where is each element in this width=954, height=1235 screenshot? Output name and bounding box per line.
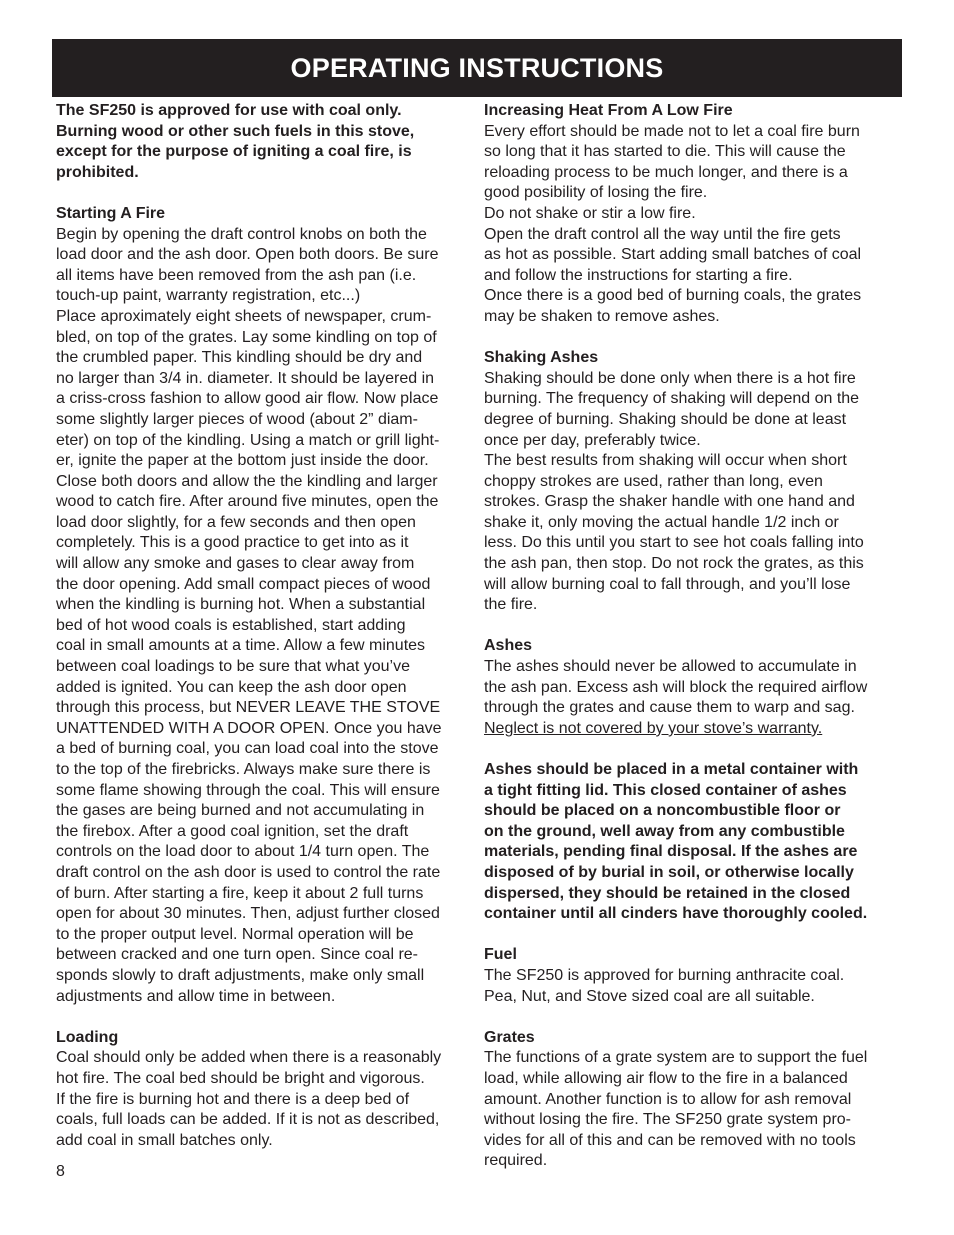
text-line: through this process, but NEVER LEAVE THE STOVE [56, 699, 441, 717]
page-header-bar [52, 39, 902, 97]
text-line: the fire. [484, 596, 538, 614]
text-line: the door opening. Add small compact pieces of wood [56, 575, 431, 593]
text-line: a bed of burning coal, you can load coal into the stove [56, 740, 439, 758]
ash-disposal-warning [484, 760, 904, 925]
fuel-body [484, 966, 904, 1007]
section-heading-grates: Grates [484, 1028, 535, 1046]
text-line: The best results from shaking will occur when short [484, 452, 847, 470]
text-line: If the fire is burning hot and there is a deep bed of [56, 1090, 410, 1108]
text-line: on the ground, well away from any combustible [484, 822, 845, 840]
section-heading-shaking-ashes: Shaking Ashes [484, 349, 599, 367]
text-line: load door slightly, for a few seconds and then open [56, 513, 416, 531]
text-line: Place aproximately eight sheets of newspaper, crum- [56, 307, 432, 325]
text-line: added is ignited. You can keep the ash door open [56, 678, 407, 696]
text-line: Close both doors and allow the the kindling and larger [56, 472, 438, 490]
section-heading-loading: Loading [56, 1028, 119, 1046]
text-line: add coal in small batches only. [56, 1131, 273, 1149]
text-line: degree of burning. Shaking should be done at least [484, 410, 847, 428]
text-line: er, ignite the paper at the bottom just inside the door. [56, 452, 429, 470]
text-line: reloading process to be much longer, and there is a [484, 163, 848, 181]
text-line: coal in small amounts at a time. Allow a few minutes [56, 637, 426, 655]
text-line: open for about 30 minutes. Then, adjust further closed [56, 905, 440, 923]
text-line: amount. Another function is to allow for ash removal [484, 1090, 852, 1108]
text-line: Every effort should be made not to let a coal fire burn [484, 122, 860, 140]
text-line: controls on the load door to about 1/4 turn open. The [56, 843, 430, 861]
text-line: when the kindling is burning hot. When a substantial [56, 596, 426, 614]
starting-a-fire-body [56, 225, 472, 1008]
text-line: load, while allowing air flow to the fire in a balanced [484, 1069, 848, 1087]
page-number: 8 [56, 1163, 65, 1180]
text-line: Open the draft control all the way until the fire gets [484, 225, 841, 243]
text-line: all items have been removed from the ash pan (i.e. [56, 266, 417, 284]
text-line: disposed of by burial in soil, or otherwise locally [484, 863, 854, 881]
text-line: The functions of a grate system are to support the fuel [484, 1049, 868, 1067]
text-line: as hot as possible. Start adding small batches of coal [484, 246, 862, 264]
text-line: vides for all of this and can be removed with no tools [484, 1131, 856, 1149]
text-line: the ash pan, then stop. Do not rock the grates, as this [484, 555, 864, 573]
text-line: the firebox. After a good coal ignition, set the draft [56, 822, 409, 840]
text-line: shake it, only moving the actual handle 1/2 inch or [484, 513, 839, 531]
text-line: except for the purpose of igniting a coal fire, is [56, 143, 412, 161]
left-column [56, 101, 472, 1151]
text-line: required. [484, 1152, 548, 1170]
text-line: bed of hot wood coals is established, start adding [56, 616, 406, 634]
text-line: prohibited. [56, 163, 139, 181]
text-line: through the grates and cause them to warp and sag. [484, 699, 855, 717]
text-line: choppy strokes are used, rather than long, even [484, 472, 823, 490]
section-heading-starting-a-fire: Starting A Fire [56, 204, 166, 222]
text-line: The ashes should never be allowed to accumulate in [484, 658, 857, 676]
text-line: the crumbled paper. This kindling should be dry and [56, 349, 423, 367]
text-line: good posibility of losing the fire. [484, 184, 708, 202]
text-line: once per day, preferably twice. [484, 431, 701, 449]
section-heading-fuel: Fuel [484, 946, 517, 964]
text-line: hot fire. The coal bed should be bright and vigorous. [56, 1069, 425, 1087]
text-line: coals, full loads can be added. If it is not as described, [56, 1111, 440, 1129]
text-line: no larger than 3/4 in. diameter. It should be layered in [56, 369, 435, 387]
text-line: of burn. After starting a fire, keep it about 2 full turns [56, 884, 424, 902]
text-line: Once there is a good bed of burning coals, the grates [484, 287, 862, 305]
text-line: wood to catch fire. After around five minutes, open the [56, 493, 439, 511]
text-line: touch-up paint, warranty registration, etc...) [56, 287, 361, 305]
text-line: to the proper output level. Normal operation will be [56, 925, 414, 943]
text-line: should be placed on a noncombustible floor or [484, 802, 841, 820]
right-column [484, 101, 904, 1172]
text-line: Burning wood or other such fuels in this stove, [56, 122, 415, 140]
text-line: Ashes should be placed in a metal container with [484, 761, 859, 778]
text-line: sponds slowly to draft adjustments, make only small [56, 966, 425, 984]
text-line: Begin by opening the draft control knobs on both the [56, 225, 427, 243]
text-line: bled, on top of the grates. Lay some kindling on top of [56, 328, 437, 346]
text-line: will allow burning coal to fall through, and you’ll lose [484, 575, 851, 593]
ashes-body [484, 657, 904, 719]
text-line: a tight fitting lid. This closed container of ashes [484, 781, 847, 799]
text-line: the ash pan. Excess ash will block the required airflow [484, 678, 868, 696]
text-line: load door and the ash door. Open both doors. Be sure [56, 246, 439, 264]
text-line: container until all cinders have thoroughly cooled. [484, 905, 868, 923]
text-line: some flame showing through the coal. This will ensure [56, 781, 440, 799]
text-line: a criss-cross fashion to allow good air flow. Now place [56, 390, 439, 408]
text-line: to the top of the firebricks. Always make sure there is [56, 761, 431, 778]
section-heading-ashes: Ashes [484, 637, 533, 655]
text-line: strokes. Grasp the shaker handle with one hand and [484, 493, 855, 511]
text-line: some slightly larger pieces of wood (about 2” diam- [56, 410, 418, 428]
text-line: eter) on top of the kindling. Using a match or grill light- [56, 431, 440, 449]
text-line: between coal loadings to be sure that what you’ve [56, 658, 411, 676]
text-line: dispersed, they should be retained in the closed [484, 884, 851, 902]
loading-body [56, 1048, 472, 1151]
text-line: so long that it has started to die. This will cause the [484, 143, 846, 161]
text-line: without losing the fire. The SF250 grate system pro- [484, 1111, 851, 1129]
text-line: The SF250 is approved for use with coal only. [56, 102, 402, 119]
text-line: between cracked and one turn open. Since coal re- [56, 946, 419, 964]
text-line: completely. This is a good practice to get into as it [56, 534, 409, 552]
text-line: adjustments and allow time in between. [56, 987, 336, 1005]
warranty-note: Neglect is not covered by your stove’s warranty. [484, 719, 823, 737]
page-title: OPERATING INSTRUCTIONS [290, 52, 664, 83]
text-line: and follow the instructions for starting a fire. [484, 266, 793, 284]
text-line: may be shaken to remove ashes. [484, 307, 720, 325]
text-line: burning. The frequency of shaking will depend on the [484, 390, 860, 408]
text-line: less. Do this until you start to see hot coals falling into [484, 534, 864, 552]
text-line: Do not shake or stir a low fire. [484, 204, 696, 222]
increasing-heat-body [484, 122, 904, 328]
text-line: Pea, Nut, and Stove sized coal are all suitable. [484, 987, 815, 1005]
section-heading-increasing-heat: Increasing Heat From A Low Fire [484, 102, 733, 119]
text-line: draft control on the ash door is used to control the rate [56, 863, 441, 881]
shaking-ashes-body [484, 369, 904, 616]
warning-paragraph [56, 101, 472, 183]
text-line: materials, pending final disposal. If the ashes are [484, 843, 858, 861]
text-line: Shaking should be done only when there is a hot fire [484, 369, 856, 387]
text-line: The SF250 is approved for burning anthracite coal. [484, 966, 845, 984]
text-line: Coal should only be added when there is a reasonably [56, 1049, 442, 1067]
text-line: the gases are being burned and not accumulating in [56, 802, 425, 820]
text-line: will allow any smoke and gases to clear away from [56, 555, 415, 573]
grates-body [484, 1048, 904, 1172]
text-line: UNATTENDED WITH A DOOR OPEN. Once you have [56, 719, 442, 737]
